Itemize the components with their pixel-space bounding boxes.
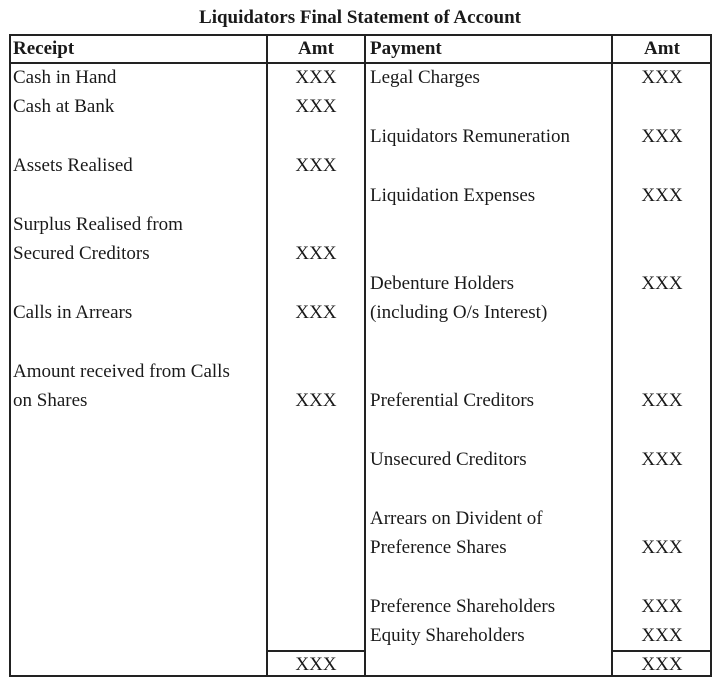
- column-divider-receipt-amt: [266, 34, 268, 677]
- payment-amount: XXX: [641, 449, 683, 470]
- payment-label-continued: Preference Shares: [370, 537, 507, 558]
- receipt-label: Surplus Realised from: [13, 214, 183, 235]
- payment-amount: XXX: [641, 537, 683, 558]
- receipt-amount: XXX: [295, 302, 337, 323]
- payment-total: XXX: [641, 654, 683, 675]
- payment-amount: XXX: [641, 185, 683, 206]
- receipt-amount: XXX: [295, 155, 337, 176]
- column-divider-center: [364, 34, 366, 677]
- payment-label: Preferential Creditors: [370, 390, 535, 411]
- receipt-label: Assets Realised: [13, 155, 133, 176]
- receipt-amount: XXX: [295, 67, 337, 88]
- payment-label: Liquidation Expenses: [370, 185, 536, 206]
- header-receipt: Receipt: [13, 38, 75, 59]
- receipt-label: Calls in Arrears: [13, 302, 133, 323]
- receipt-total: XXX: [295, 654, 337, 675]
- payment-label: Arrears on Divident of: [370, 508, 543, 529]
- payment-label: Equity Shareholders: [370, 625, 525, 646]
- payment-amount: XXX: [641, 67, 683, 88]
- receipt-label: Amount received from Calls: [13, 361, 230, 382]
- payment-label: Debenture Holders: [370, 273, 515, 294]
- header-receipt-amt: Amt: [298, 38, 334, 59]
- statement-title: Liquidators Final Statement of Account: [199, 7, 521, 28]
- receipt-amount: XXX: [295, 390, 337, 411]
- payment-label: Unsecured Creditors: [370, 449, 527, 470]
- payment-label: Liquidators Remuneration: [370, 126, 570, 147]
- receipt-label-continued: on Shares: [13, 390, 88, 411]
- statement-table: [9, 34, 712, 677]
- payment-amount: XXX: [641, 273, 683, 294]
- receipt-label-continued: Secured Creditors: [13, 243, 150, 264]
- header-payment-amt: Amt: [644, 38, 680, 59]
- receipt-amount: XXX: [295, 243, 337, 264]
- payment-amount: XXX: [641, 625, 683, 646]
- receipt-label: Cash at Bank: [13, 96, 115, 117]
- payment-amount: XXX: [641, 596, 683, 617]
- payment-amount: XXX: [641, 126, 683, 147]
- payment-label: Preference Shareholders: [370, 596, 556, 617]
- payment-label: Legal Charges: [370, 67, 480, 88]
- receipt-amount: XXX: [295, 96, 337, 117]
- receipt-label: Cash in Hand: [13, 67, 117, 88]
- payment-amount: XXX: [641, 390, 683, 411]
- payment-label-continued: (including O/s Interest): [370, 302, 548, 323]
- header-payment: Payment: [370, 38, 442, 59]
